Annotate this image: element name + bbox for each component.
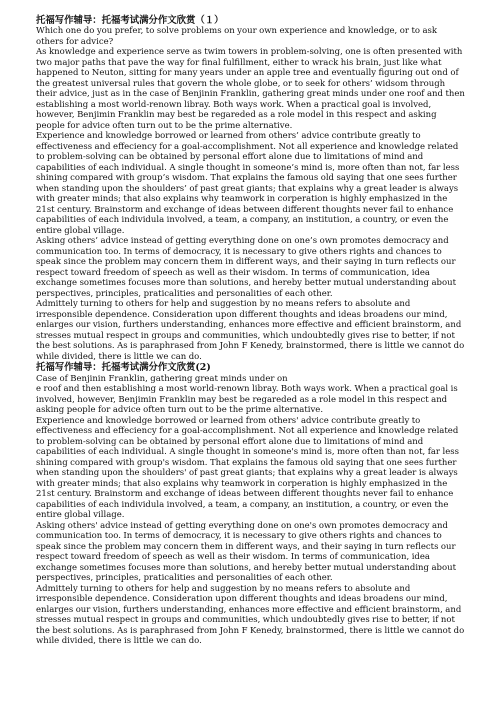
paragraph: Admittely turning to others for help and suggestion by no means refers to absolute and irresponsible dependence. Consideration upon different thoughts and ideas broadens our mind, enlarges our vision, furthers understanding, enhances more effective and efficient brainstorm, and stresses mutual respect in groups and communities, which undoubtedly gives rise to better, if not the best solutions. As is paraphrased from John F Kenedy, brainstormed, there is little we cannot do while divided, there is little we can do. <box>36 583 465 647</box>
paragraph: Case of Benjinin Franklin, gathering great minds under on <box>36 373 288 384</box>
paragraph: Experience and knowledge borrowed or learned from others' advice contribute greatly to effectiveness and effeciency for a goal-accomplishment. Not all experience and knowledge related to problem-solving can be obtained by personal effort alone due to limitations of mind and capabilities of each individual. A single thought in someone's mind is, more often than not, far less shining compared with group's wisdom. That explains the famous old saying that one sees further when standing upon the shoulders' of past great giants; that explains why a great leader is always with greater minds; that also explains why teamwork in corperation is highly emphasized in the 21st century. Brainstorm and exchange of ideas between different thoughts never fail to enhance capabilities of each individula involved, a team, a company, an institution, a country, or even the entire global village. <box>36 415 459 521</box>
essay-section-2 <box>36 362 466 646</box>
paragraph: Experience and knowledge borrowed or learned from others’ advice contribute greatly to effectiveness and effeciency for a goal-accomplishment. Not all experience and knowledge related to problem-solving can be obtained by personal effort alone due to limitations of mind and capabilities of each individual. A single thought in someone’s mind is, more often than not, far less shining compared with group’s wisdom. That explains the famous old saying that one sees further when standing upon the shoulders’ of past great giants; that explains why a great leader is always with greater minds; that also explains why teamwork in corperation is highly emphasized in the 21st century. Brainstorm and exchange of ideas between different thoughts never fail to enhance capabilities of each individula involved, a team, a company, an institution, a country, or even the entire global village. <box>36 131 460 236</box>
section-title: 托福写作辅导：托福考试满分作文欣赏（１） <box>36 15 224 26</box>
section-title: 托福写作辅导：托福考试满分作文欣赏(2) <box>36 362 211 374</box>
paragraph: As knowledge and experience serve as twim towers in problem-solving, one is often presented with two major paths that pave the way for final fulfillment, either to wrack his brain, just like what happened to Neuton, sitting for many years under an apple tree and eventually figuring out ond of the greatest universal rules that govern the whole globe, or to seek for others’ widsom through their advice, just as in the case of Benjinin Franklin, gathering great minds under one roof and then establishing a most world-renown libray. Both ways work. When a practical goal is involved, however, Benjimin Franklin may best be regareded as a role model in this respect and asking people for advice often turn out to be the prime alternative. <box>36 47 465 131</box>
paragraph: Which one do you prefer, to solve problems on your own experience and knowledge, or to ask others for advice? <box>36 26 438 47</box>
paragraph: Asking others' advice instead of getting everything done on one's own promotes democracy and communication too. In terms of democracy, it is necessary to give others rights and chances to speak since the problem may concern them in different ways, and their saying in turn reflects our respect toward freedom of speech as well as their wisdom. In terms of communication, idea exchange sometimes focuses more than solutions, and hereby better mutual understanding about perspectives, principles, praticalities and personalities of each other. <box>36 520 456 584</box>
paragraph: e roof and then establishing a most world-renown libray. Both ways work. When a practical goal is involved, however, Benjimin Franklin may best be regareded as a role model in this respect and asking people for advice often turn out to be the prime alternative. <box>36 384 458 416</box>
paragraph: Admittely turning to others for help and suggestion by no means refers to absolute and irresponsible dependence. Consideration upon different thoughts and ideas broadens our mind, enlarges our vision, furthers understanding, enhances more effective and efficient brainstorm, and stresses mutual respect in groups and communities, which undoubtedly gives rise to better, if not the best solutions. As is paraphrased from John F Kenedy, brainstormed, there is little we cannot do while divided, there is little we can do. <box>36 299 465 362</box>
essay-section-1 <box>36 15 466 362</box>
paragraph: Asking others’ advice instead of getting everything done on one’s own promotes democracy and communication too. In terms of democracy, it is necessary to give others rights and chances to speak since the problem may concern them in different ways, and their saying in turn reflects our respect toward freedom of speech as well as their wisdom. In terms of communication, idea exchange sometimes focuses more than solutions, and hereby better mutual understanding about perspectives, principles, praticalities and personalities of each other. <box>36 236 456 299</box>
